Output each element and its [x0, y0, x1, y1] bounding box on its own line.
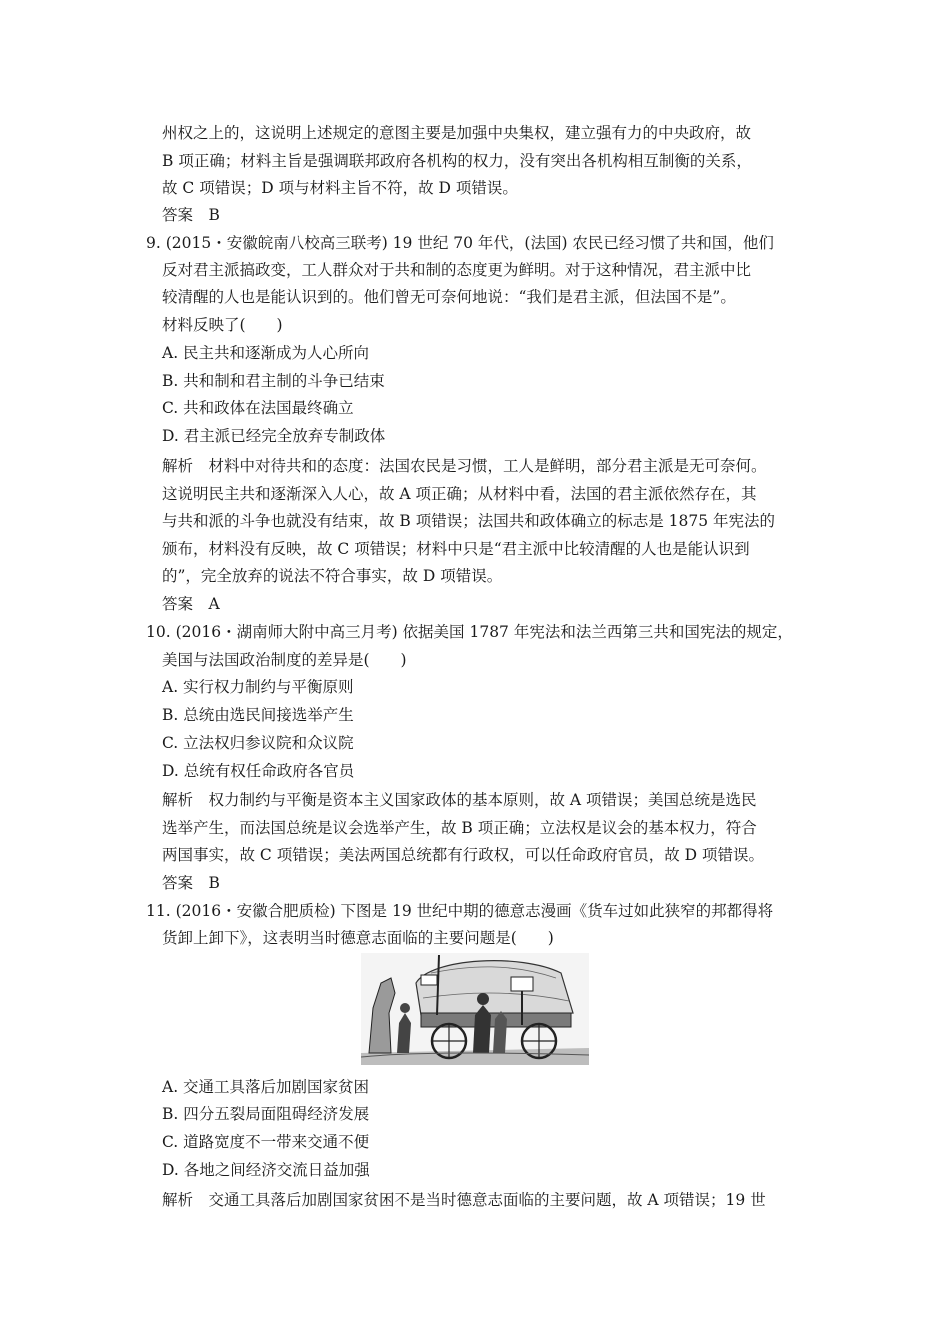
q10-answer: 答案 B: [162, 874, 220, 892]
wagon-cartoon-image: [361, 953, 589, 1065]
q8-analysis-line-2: B 项正确；材料主旨是强调联邦政府各机构的权力，没有突出各机构相互制衡的关系，: [162, 152, 752, 170]
q9-option-d: D. 君主派已经完全放弃专制政体: [162, 427, 386, 445]
q11-option-a: A. 交通工具落后加剧国家贫困: [162, 1078, 370, 1096]
q11-stem-line-2: 货卸上卸下》，这表明当时德意志面临的主要问题是( ): [162, 929, 554, 947]
q9-analysis-line-4: 颁布，材料没有反映，故 C 项错误；材料中只是“君主派中比较清醒的人也是能认识到: [162, 540, 750, 558]
q11-option-c: C. 道路宽度不一带来交通不便: [162, 1133, 370, 1151]
q10-option-d: D. 总统有权任命政府各官员: [162, 762, 355, 780]
q10-option-a: A. 实行权力制约与平衡原则: [162, 678, 354, 696]
q8-answer: 答案 B: [162, 206, 220, 224]
q11-option-b: B. 四分五裂局面阻碍经济发展: [162, 1105, 370, 1123]
q10-analysis-line-1: 解析 权力制约与平衡是资本主义国家政体的基本原则，故 A 项错误；美国总统是选民: [162, 791, 757, 809]
q9-analysis-line-2: 这说明民主共和逐渐深入人心，故 A 项正确；从材料中看，法国的君主派依然存在，其: [162, 485, 757, 503]
q11-stem-line-1: 11. (2016・安徽合肥质检) 下图是 19 世纪中期的德意志漫画《货车过如此狭窄的邦都得将: [146, 902, 774, 920]
q10-option-c: C. 立法权归参议院和众议院: [162, 734, 354, 752]
q9-option-b: B. 共和制和君主制的斗争已结束: [162, 372, 385, 390]
q8-analysis-line-3: 故 C 项错误；D 项与材料主旨不符，故 D 项错误。: [162, 179, 518, 197]
q10-stem-line-1: 10. (2016・湖南师大附中高三月考) 依据美国 1787 年宪法和法兰西第三共和国宪法的规定，: [146, 623, 793, 641]
q10-stem-line-2: 美国与法国政治制度的差异是( ): [162, 651, 407, 669]
q9-stem-line-4: 材料反映了( ): [162, 316, 283, 334]
q10-analysis-line-2: 选举产生，而法国总统是议会选举产生，故 B 项正确；立法权是议会的基本权力，符合: [162, 819, 757, 837]
q9-option-a: A. 民主共和逐渐成为人心所向: [162, 344, 370, 362]
q9-stem-line-2: 反对君主派搞政变，工人群众对于共和制的态度更为鲜明。对于这种情况，君主派中比: [162, 261, 752, 279]
q9-answer: 答案 A: [162, 595, 220, 613]
q8-analysis-line-1: 州权之上的，这说明上述规定的意图主要是加强中央集权，建立强有力的中央政府，故: [162, 124, 752, 142]
q10-option-b: B. 总统由选民间接选举产生: [162, 706, 354, 724]
q9-stem-line-3: 较清醒的人也是能认识到的。他们曾无可奈何地说：“我们是君主派，但法国不是”。: [162, 288, 736, 306]
q9-stem-line-1: 9. (2015・安徽皖南八校高三联考) 19 世纪 70 年代，(法国) 农民已经习惯了共和国，他们: [146, 234, 774, 252]
q11-analysis-line-1: 解析 交通工具落后加剧国家贫困不是当时德意志面临的主要问题，故 A 项错误；19 世: [162, 1191, 766, 1209]
q9-option-c: C. 共和政体在法国最终确立: [162, 399, 354, 417]
q11-option-d: D. 各地之间经济交流日益加强: [162, 1161, 370, 1179]
q9-analysis-line-5: 的”，完全放弃的说法不符合事实，故 D 项错误。: [162, 567, 503, 585]
q9-analysis-line-3: 与共和派的斗争也就没有结束，故 B 项错误；法国共和政体确立的标志是 1875 年宪法的: [162, 512, 776, 530]
q9-analysis-line-1: 解析 材料中对待共和的态度：法国农民是习惯，工人是鲜明，部分君主派是无可奈何。: [162, 457, 767, 475]
q10-analysis-line-3: 两国事实，故 C 项错误；美法两国总统都有行政权，可以任命政府官员，故 D 项错误。: [162, 846, 764, 864]
